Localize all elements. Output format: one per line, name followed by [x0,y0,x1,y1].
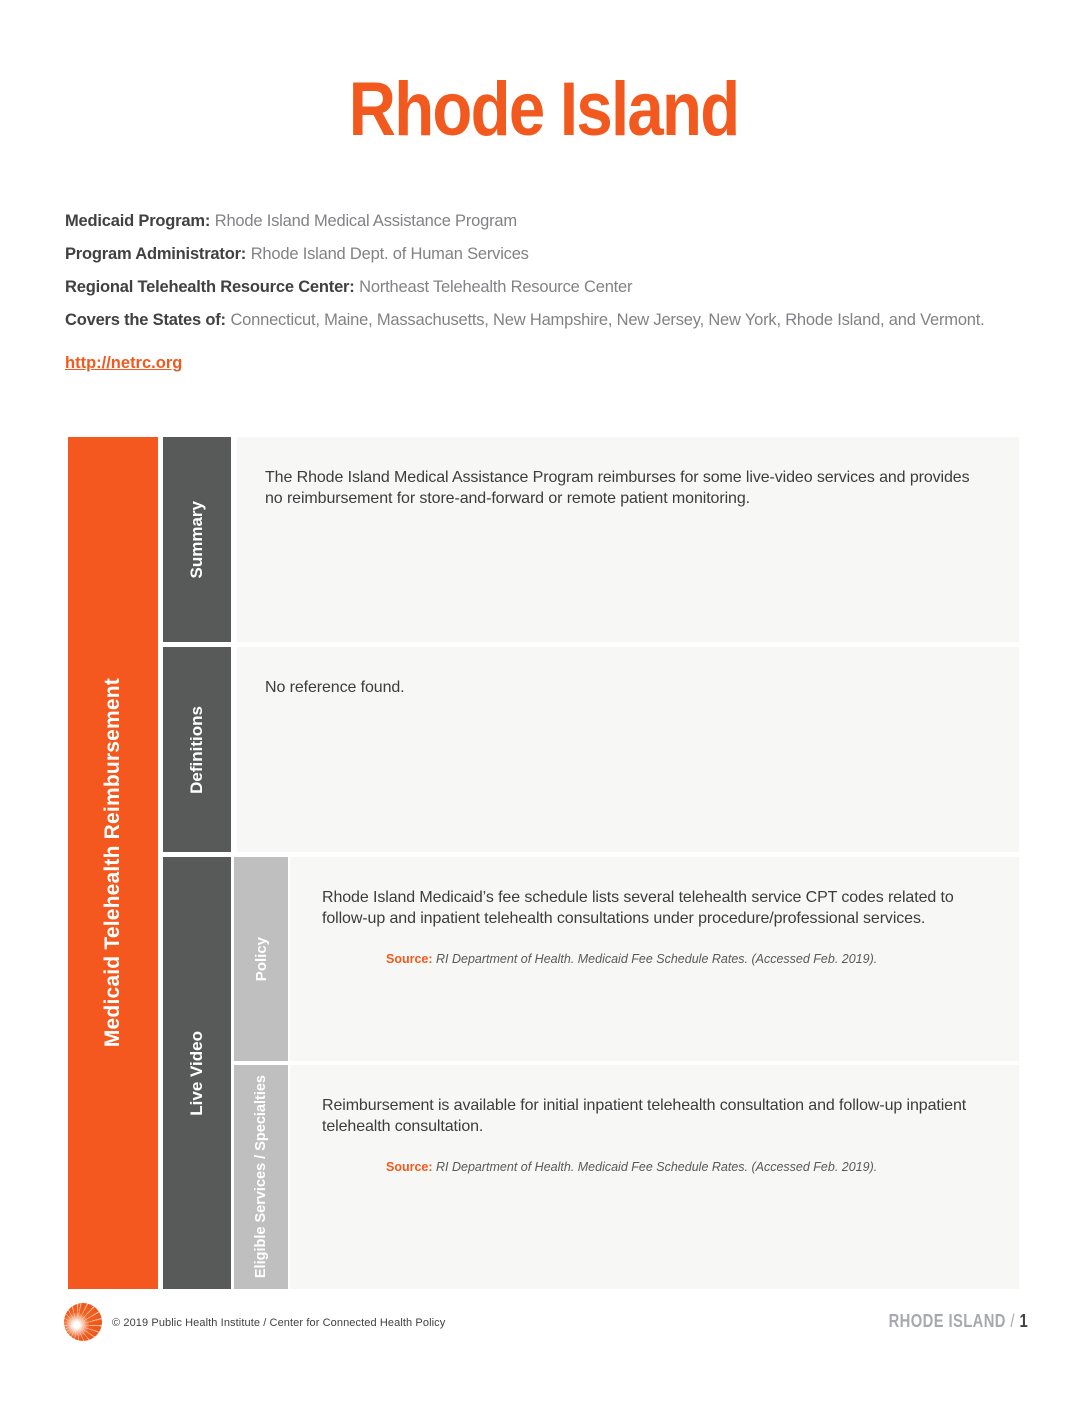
row-definitions-label [163,647,231,852]
meta-label: Regional Telehealth Resource Center: [65,278,355,296]
meta-label: Program Administrator: [65,245,247,263]
definitions-text: No reference found. [265,679,405,696]
subrow-policy-label [234,857,288,1061]
meta-value: Connecticut, Maine, Massachusetts, New Hampshire, New Jersey, New York, Rhode Island, and Vermont. [230,311,985,329]
matrix-rows [163,437,1019,1289]
source-label: Source: [386,1160,433,1174]
page-header [0,67,1088,152]
row-label-text: Summary [187,500,206,579]
matrix-sidebar-label: Medicaid Telehealth Reimbursement [101,678,124,1048]
row-summary [163,437,1019,642]
subrow-eligible-services-content [290,1065,1019,1289]
source-label: Source: [386,952,433,966]
meta-line-covers-states [65,309,1010,331]
row-label-text: Definitions [187,705,206,794]
row-summary-content [237,437,1019,642]
subrow-policy [234,857,1019,1061]
source-citation: RI Department of Health. Medicaid Fee Schedule Rates. (Accessed Feb. 2019). [436,952,878,966]
row-definitions-content [237,647,1019,852]
meta-label: Covers the States of: [65,311,226,329]
footer-page-number: 1 [1019,1311,1028,1331]
row-live-video-label [163,857,231,1289]
eligible-services-source [386,1159,989,1175]
policy-source [386,951,989,967]
footer-state-name: RHODE ISLAND [888,1311,1006,1331]
meta-block [65,210,1010,374]
subrow-label-text: Eligible Services / Specialties [253,1075,269,1279]
summary-text: The Rhode Island Medical Assistance Program reimburses for some live-video services and provides no reimbursement for store-and-forward or remote patient monitoring. [265,469,970,507]
policy-text: Rhode Island Medicaid’s fee schedule lists several telehealth service CPT codes related to follow-up and inpatient telehealth consultations under procedure/professional services. [322,889,954,927]
row-label-text: Live Video [187,1030,206,1116]
meta-label: Medicaid Program: [65,212,211,230]
subrow-eligible-services-label [234,1065,288,1289]
row-definitions [163,647,1019,852]
meta-value: Rhode Island Dept. of Human Services [250,245,529,263]
meta-line-medicaid-program [65,210,1010,232]
meta-value: Northeast Telehealth Resource Center [359,278,633,296]
subrow-eligible-services [234,1065,1019,1289]
reimbursement-matrix [68,437,1019,1289]
meta-line-program-administrator [65,243,1010,265]
row-live-video [163,857,1019,1289]
footer-page-indicator [889,1311,1028,1332]
source-citation: RI Department of Health. Medicaid Fee Schedule Rates. (Accessed Feb. 2019). [436,1160,878,1174]
row-summary-label [163,437,231,642]
subrow-policy-content [290,857,1019,1061]
live-video-subrows [234,857,1019,1289]
matrix-sidebar [68,437,158,1289]
sunburst-logo-icon [64,1303,102,1341]
meta-value: Rhode Island Medical Assistance Program [214,212,517,230]
netrc-link[interactable]: http://netrc.org [65,354,183,372]
footer-separator: / [1010,1311,1015,1331]
meta-line-regional-center [65,276,1010,298]
subrow-label-text: Policy [252,936,270,982]
footer-copyright: © 2019 Public Health Institute / Center for Connected Health Policy [112,1317,446,1329]
page-title: Rhode Island [349,67,739,152]
eligible-services-text: Reimbursement is available for initial inpatient telehealth consultation and follow-up inpatient telehealth consultation. [322,1097,967,1135]
